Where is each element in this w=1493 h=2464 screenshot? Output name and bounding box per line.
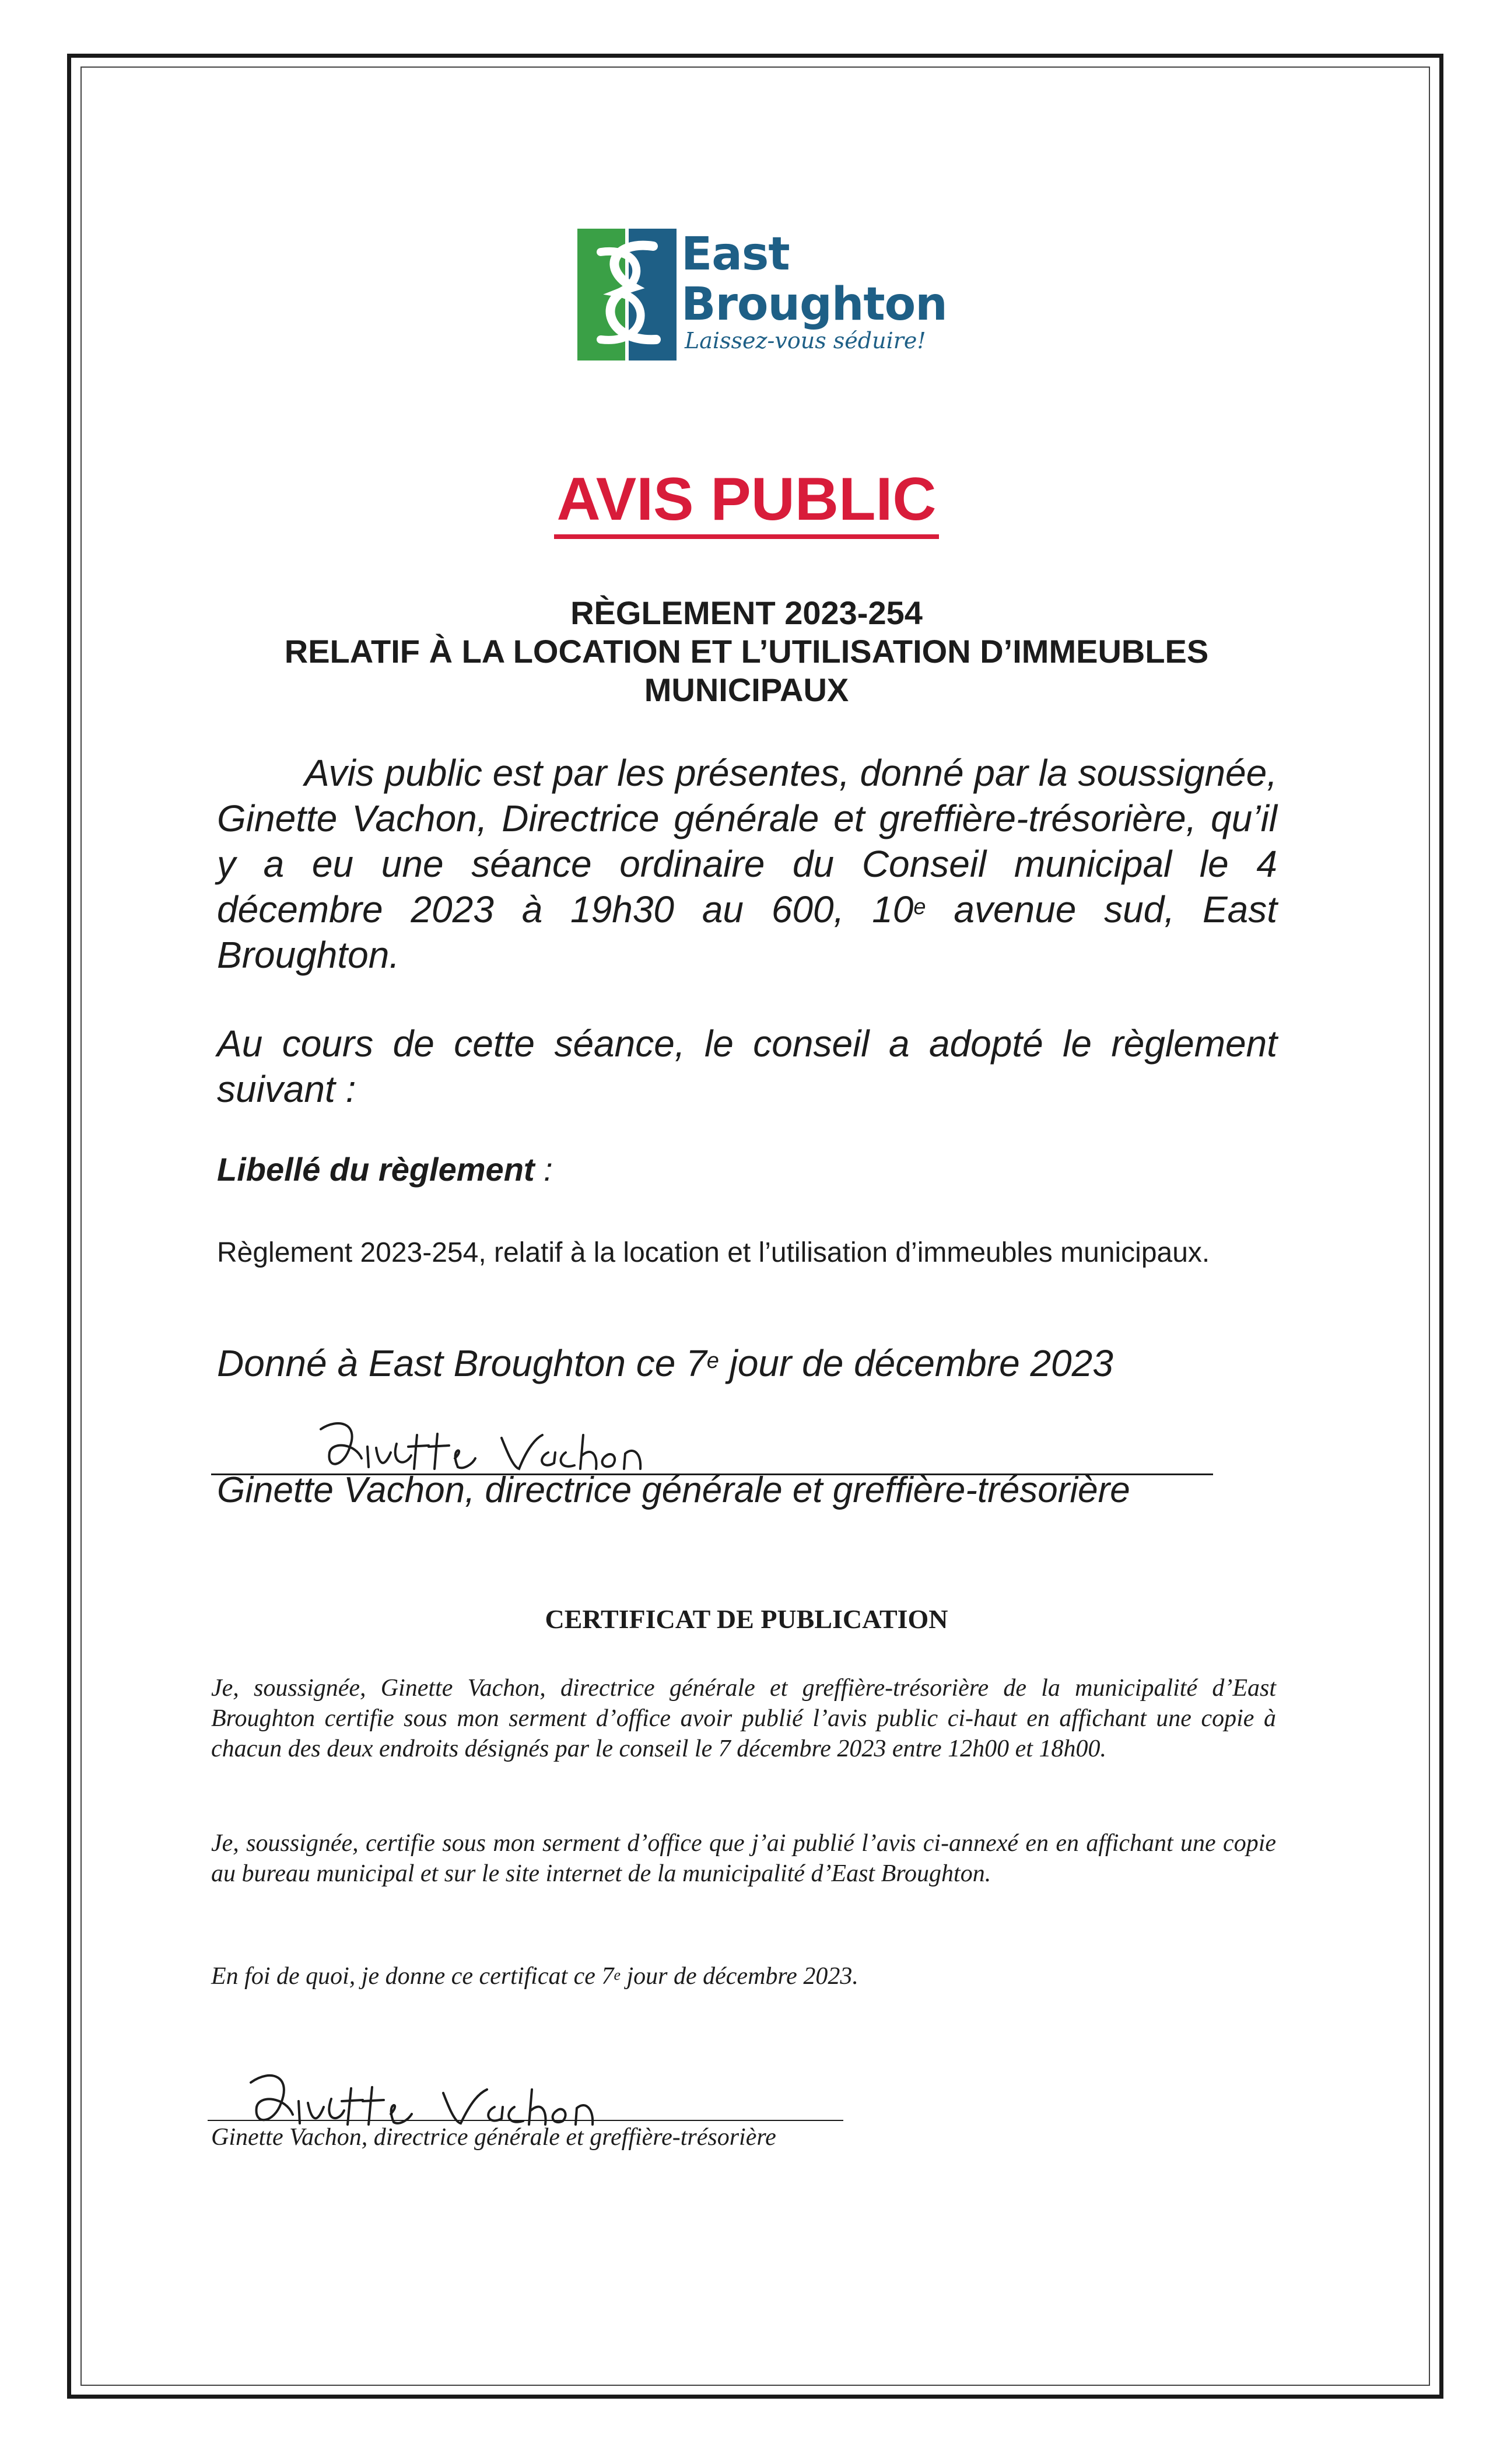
logo-mark-icon xyxy=(577,229,677,360)
notice-paragraph-1 xyxy=(217,750,1277,978)
notice-title xyxy=(0,467,1493,539)
notice-p1-text: Avis public est par les présentes, donné par la soussignée, Ginette Vachon, Directrice générale et greffière-trésorière, qu’il y a eu une séance ordinaire du Conseil municipal le 4 décembre 2023 à 19h30 au 600, 10 xyxy=(217,752,1277,930)
bylaw-label-colon: : xyxy=(534,1151,553,1188)
certificate-p3-end: jour de décembre 2023. xyxy=(620,1963,858,1990)
bylaw-title: Règlement 2023-254, relatif à la location et l’utilisation d’immeubles municipaux. xyxy=(217,1237,1210,1268)
logo-tagline: Laissez-vous séduire! xyxy=(685,328,926,354)
certificate-paragraph-2: Je, soussignée, certifie sous mon serment d’office que j’ai publié l’avis ci-annexé en en affichant une copie au bureau municipal et sur le site internet de la municipalité d’East Broughton. xyxy=(211,1830,1276,1887)
notice-p1-end: avenue sud, East Broughton. xyxy=(217,888,1278,976)
certificate-paragraph-1: Je, soussignée, Ginette Vachon, directrice générale et greffière-trésorière de la municipalité d’East Broughton certifie sous mon serment d’office avoir publié l’avis public ci-haut en affichant une copie à chacun des deux endroits désignés par le conseil le 7 décembre 2023 entre 12h00 et 18h00. xyxy=(211,1675,1276,1762)
given-at-sup: e xyxy=(706,1349,719,1373)
signatory-name-1: Ginette Vachon, directrice générale et greffière-trésorière xyxy=(217,1470,1130,1510)
bylaw-label-text: Libellé du règlement xyxy=(217,1151,535,1188)
certificate-paragraph-3 xyxy=(211,1961,1276,1992)
signatory-name-2: Ginette Vachon, directrice générale et greffière-trésorière xyxy=(211,2124,776,2151)
certificate-p3-sup: e xyxy=(614,1966,621,1983)
notice-paragraph-2: Au cours de cette séance, le conseil a adopté le règlement suivant : xyxy=(217,1023,1277,1110)
east-broughton-logo xyxy=(577,228,947,360)
logo-line-1: East xyxy=(681,228,790,281)
logo-line-2: Broughton xyxy=(681,278,947,331)
signature-line-2 xyxy=(208,2120,843,2121)
certificate-title: CERTIFICAT DE PUBLICATION xyxy=(545,1604,948,1634)
certificate-p3-text: En foi de quoi, je donne ce certificat ce 7 xyxy=(211,1963,614,1990)
page-border-inner xyxy=(80,66,1430,2386)
notice-title-text: AVIS PUBLIC xyxy=(554,467,938,539)
given-at-end: jour de décembre 2023 xyxy=(719,1342,1113,1384)
bylaw-heading-line-2: RELATIF À LA LOCATION ET L’UTILISATION D’IMMEUBLES xyxy=(284,633,1209,670)
bylaw-heading-line-3: MUNICIPAUX xyxy=(644,671,849,708)
bylaw-label xyxy=(217,1150,553,1189)
given-at-text: Donné à East Broughton ce 7 xyxy=(217,1342,707,1384)
notice-p1-sup: e xyxy=(913,895,926,919)
bylaw-heading-line-1: RÈGLEMENT 2023-254 xyxy=(570,594,923,631)
given-at-line xyxy=(217,1340,1113,1386)
